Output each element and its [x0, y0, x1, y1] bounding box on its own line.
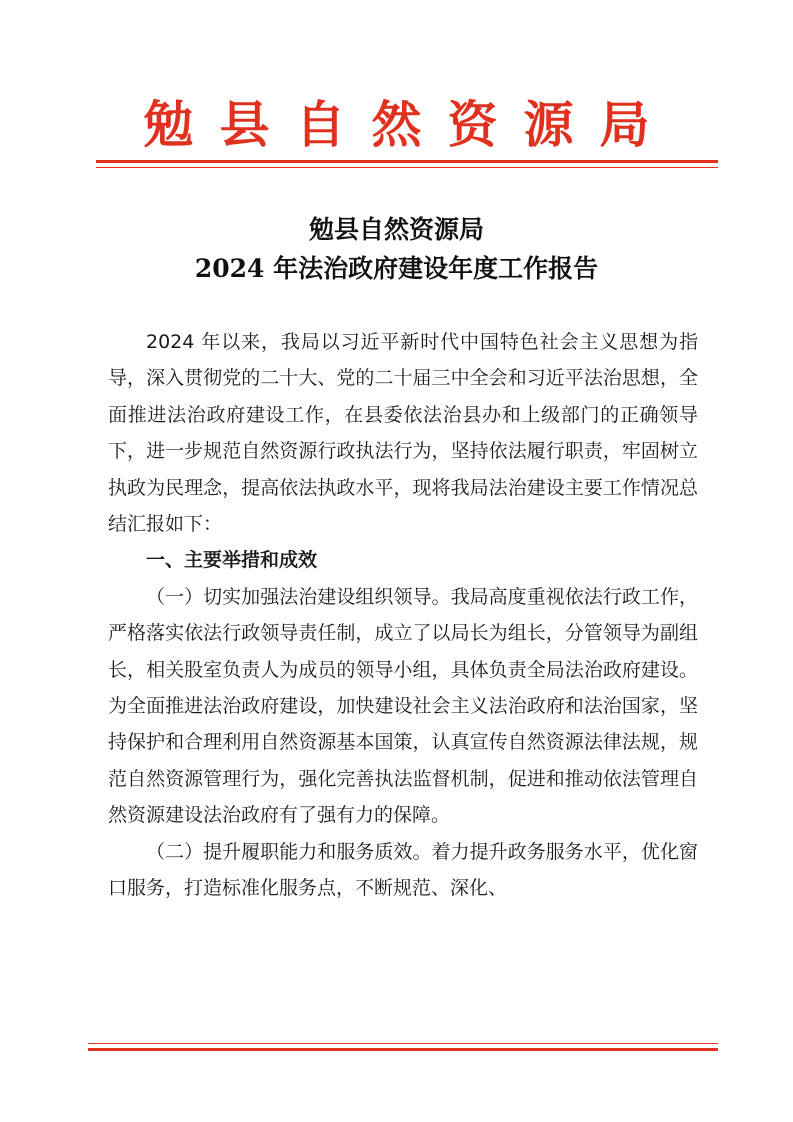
item1-paragraph	[108, 579, 698, 834]
document-title-line2: 2024 年法治政府建设年度工作报告	[194, 254, 599, 283]
section-heading: 一、主要举措和成效	[146, 549, 318, 572]
letterhead-red-rule-thick	[96, 160, 718, 163]
item1-body: 我局高度重视依法行政工作，严格落实依法行政领导责任制，成立了以局长为组长，分管领导为副组长，相关股室负责人为成员的领导小组，具体负责全局法治政府建设。为全面推进法治政府建设，加快建设社会主义法治政府和法治国家，坚持保护和合理利用自然资源基本国策，认真宣传自然资源法律法规，规范自然资源管理行为，强化完善执法监督机制，促进和推动依法管理自然资源建设法治政府有了强有力的保障。	[108, 585, 698, 827]
footer-red-rule-thick	[88, 1048, 718, 1051]
intro-paragraph: 2024 年以来，我局以习近平新时代中国特色社会主义思想为指导，深入贯彻党的二十大、党的二十届三中全会和习近平法治思想，全面推进法治政府建设工作，在县委依法治县办和上级部门的正确领导下，进一步规范自然资源行政执法行为，坚持依法履行职责，牢固树立执政为民理念，提高依法执政水平，现将我局法治建设主要工作情况总结汇报如下：	[108, 331, 698, 536]
item2-lead: （二）提升履职能力和服务质效。	[146, 840, 432, 863]
item2-paragraph	[108, 834, 698, 907]
letterhead-org-name: 勉县自然资源局	[143, 95, 676, 154]
item1-lead: （一）切实加强法治建设组织领导。	[146, 585, 451, 608]
document-title-line1: 勉县自然资源局	[308, 215, 484, 244]
item2-body: 着力提升政务服务水平，优化窗口服务，打造标准化服务点，不断规范、深化、	[108, 840, 698, 900]
footer-red-rule-thin	[88, 1043, 718, 1044]
letterhead-red-rule-thin	[96, 167, 718, 168]
document-body	[108, 324, 698, 907]
